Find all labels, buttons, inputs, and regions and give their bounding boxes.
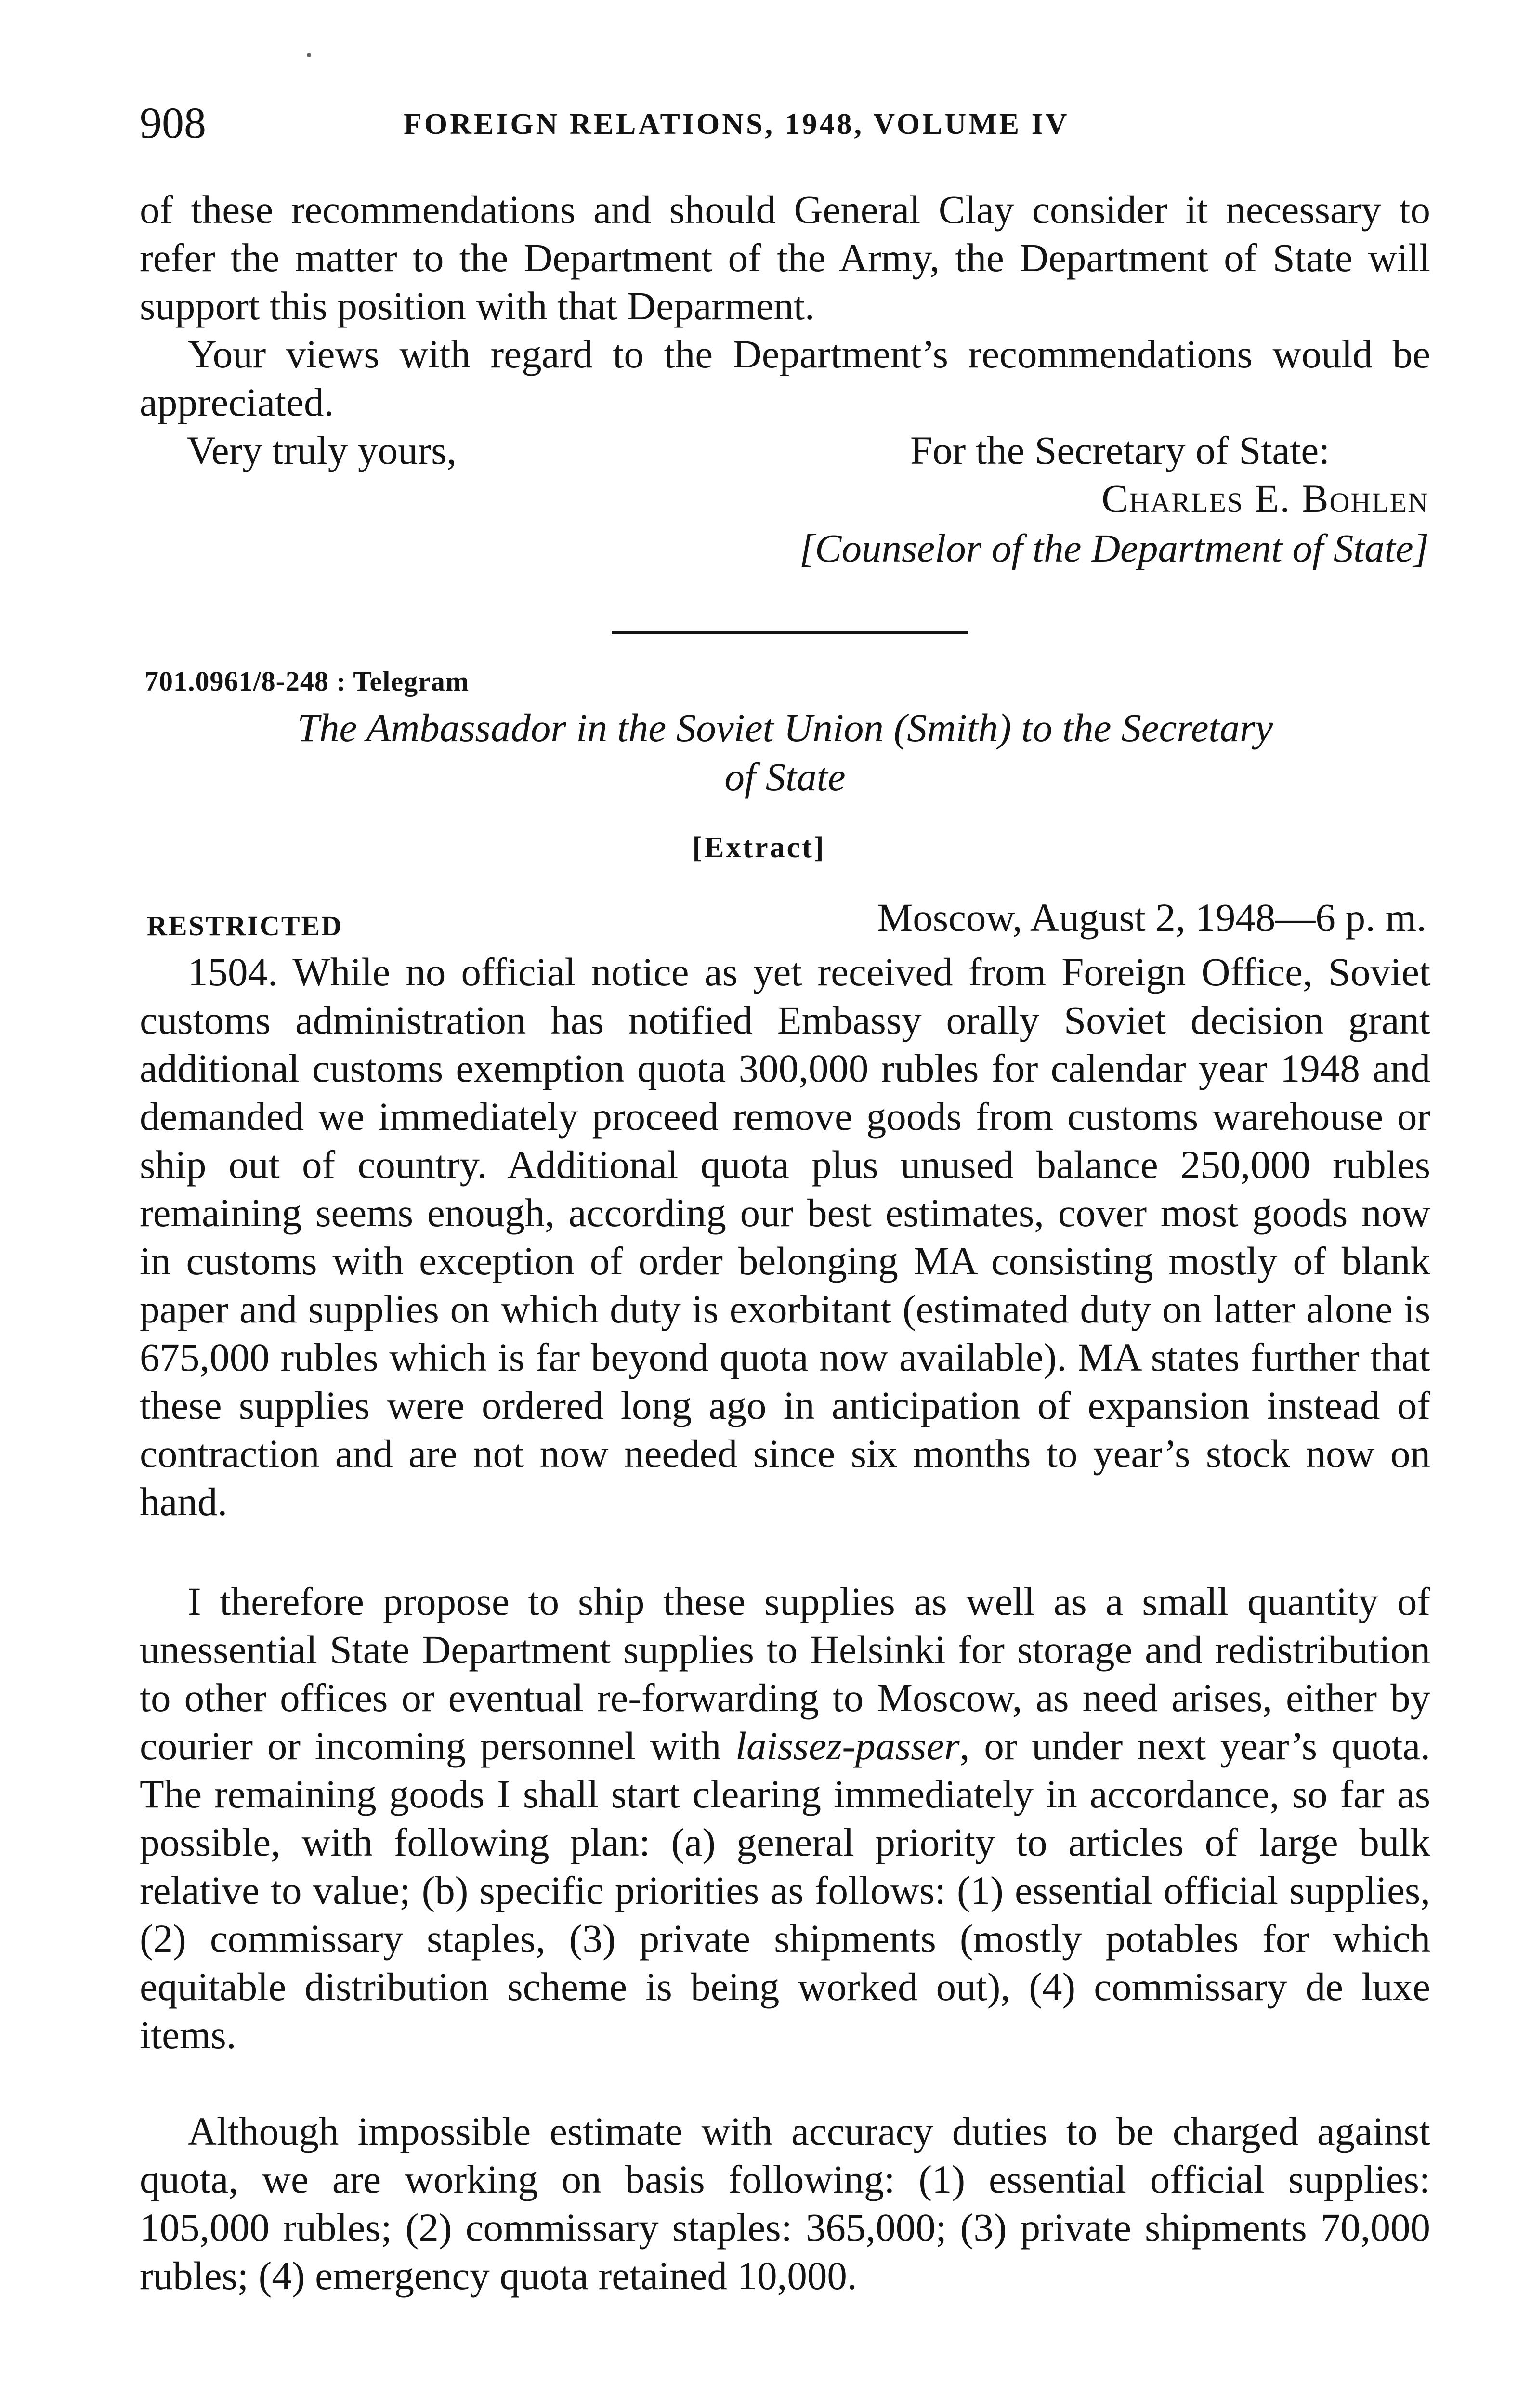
telegram-paragraph-3: Although impossible estimate with accuracy duties to be charged against quota, we are working on basis following: (1) essential official supplies: 105,000 rubles; (2) commissary staples: 365,000; (3) private shipments 70,000 rubles; (4) emergency quota retained 10,000.	[140, 2109, 1430, 2298]
place-date: Moscow, August 2, 1948—6 p. m.	[877, 895, 1426, 940]
telegram-paragraph-2-end: , or under next year’s quota. The remaining goods I shall start clearing immediately in accordance, so far as possible, with following plan: (a) general priority to articles of large bulk relative to value; (b) specific priorities as follows: (1) essential official supplies, (2) commissary staples, (3) private shipments (mostly potables for which equitable distribution scheme is being worked out), (4) commissary de luxe items.	[140, 1724, 1430, 2057]
file-reference: 701.0961/8-248 : Telegram	[144, 666, 470, 697]
document-title-line-1: The Ambassador in the Soviet Union (Smith) to the Secretary	[297, 706, 1273, 750]
running-head: FOREIGN RELATIONS, 1948, VOLUME IV	[404, 108, 1070, 141]
classification-label: RESTRICTED	[147, 910, 343, 942]
telegram-paragraph-2	[140, 1577, 1430, 2059]
telegram-paragraph-2-start: I therefore propose to ship these supplies as well as a small quantity of unessential State Department supplies to Helsinki for storage and redistribution to other offices or eventual re-forwarding to Moscow, as need arises, either by courier or incoming personnel with	[140, 1579, 1430, 1768]
signature-name: Charles E. Bohlen	[1101, 476, 1429, 521]
laissez-passer-term: laissez-passer	[735, 1724, 960, 1768]
page-number: 908	[140, 98, 206, 147]
telegram-paragraph-1: 1504. While no official notice as yet received from Foreign Office, Soviet customs administration has notified Embassy orally Soviet decision grant additional customs exemption quota 300,000 rubles for calendar year 1948 and demanded we immediately proceed remove goods from customs warehouse or ship out of country. Additional quota plus unused balance 250,000 rubles remaining seems enough, according our best estimates, cover most goods now in customs with exception of order belonging MA consisting mostly of blank paper and supplies on which duty is exorbitant (estimated duty on latter alone is 675,000 rubles which is far beyond quota now available). MA states further that these supplies were ordered long ago in anticipation of expansion instead of contraction and are not now needed since six months to year’s stock now on hand.	[140, 950, 1430, 1524]
page-header	[140, 99, 1440, 147]
extract-label: [Extract]	[692, 831, 826, 864]
signature-for: For the Secretary of State:	[910, 428, 1330, 472]
scan-speck	[307, 53, 311, 57]
signature-title: [Counselor of the Department of State]	[799, 526, 1429, 570]
letter-paragraph-views: Your views with regard to the Department’s recommendations would be appreciated.	[140, 332, 1430, 424]
document-title-line-2: of State	[724, 755, 846, 799]
section-divider	[612, 631, 968, 634]
letter-closing: Very truly yours,	[187, 428, 457, 472]
letter-paragraph-continued: of these recommendations and should General Clay consider it necessary to refer the matter to the Department of the Army, the Department of State will support this position with that Deparment.	[140, 187, 1430, 328]
document-title	[140, 703, 1430, 801]
